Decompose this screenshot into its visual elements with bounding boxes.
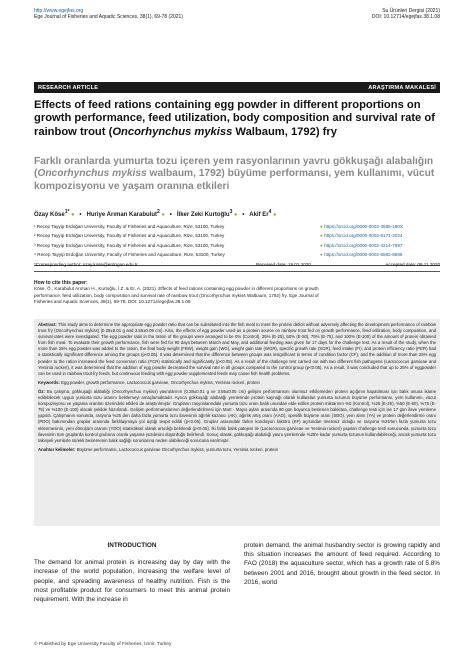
title-tr-post: walbaum, 1792) büyüme performansı, yem kullanımı, vücut kompozisyonu ve yaşam oranına etkileri xyxy=(34,168,435,192)
keywords-text: Egg powder, growth performance, Lactococcus garvieae, Oncorhynchus mykiss, Yersinia ruckeri, protein xyxy=(59,379,260,385)
journal-url-link[interactable]: http://www.egejfas.org xyxy=(34,8,84,14)
anahtar-text: Büyüme performansı, Lactococcus garvieae Oncorhynchus mykiss, yumurta tozu, Yersinia ruckeri, protein xyxy=(75,446,279,452)
title-turkish xyxy=(34,156,440,193)
abstract-tr xyxy=(38,389,436,444)
author-sup: 3 xyxy=(229,209,233,215)
affiliation-item: ¹ Recep Tayyip Erdoğan University, Faculty of Fisheries and Aquaculture, Rize, 53100, Turkey xyxy=(34,224,225,229)
corresponding-author[interactable]: *Corresponding author: ozay.kose@erdogan.edu.tr xyxy=(34,262,138,267)
divider xyxy=(34,271,440,272)
article-type-tr: ARAŞTIRMA MAKALESİ xyxy=(368,84,436,91)
intro-text-right: protein demand, the animal husbandry sector is growing rapidly and this situation increases the amount of feed required. According to FAO (2018) the aquaculture sector, which has a growth rate of 5.8% between 2001 and 2016, brought about growth in the feed sector. In 2016, world xyxy=(244,542,440,586)
affiliations xyxy=(34,222,304,260)
author-sup: 4 xyxy=(268,209,272,215)
correspondence-line xyxy=(34,262,440,266)
anahtar-label: Anahtar kelimeler: xyxy=(38,446,76,452)
column-left xyxy=(34,541,230,604)
orcid-icon: ● xyxy=(320,233,323,239)
author-name: Huriye Arıman Karabulut xyxy=(86,212,157,218)
cite-text: Köse, Ö., Karabulut Arıman H., Kurtoğlu, İ.Z. & Er, A. (2021). Effects of feed rations containing egg powder in different proportions on growth performance, feed utilization, body composition and survival rate of rainbow trout (Oncorhynchus mykiss Walbaum, 1792) fry. Ege Journal of Fisheries and Aquatic Sciences, 38(1), 69-78. DOI: 10.12714/egejfas.38.1.08 xyxy=(34,286,319,305)
title-english xyxy=(34,99,440,139)
journal-citation: Ege Journal of Fisheries and Aquatic Sciences, 38(1), 69-78 (2021) xyxy=(34,14,183,21)
oz-text: Bu çalışma, gökkuşağı alabalığı (Oncorhynchus mykiss) yavrularının (0.38±0.01 g ve 3.55±0.05 cm) gelişim performansını olumsuz etkilemeden protein açığının kapatılması için balık ununa ikame edilebilecek uygun yumurta tozu oranını belirlemeyi amaçlamaktadır. Ayrıca gökkuşağı alabalığı yemlerinde protein kaynağı olarak kullanılan yumurta tozunun büyüme performansı, yem kullanımı, vücut kompozisyonu ve yaşama oranları üzerindeki etkileri de araştırılmıştır. Grupların rasyonlarındaki yumurta tozu oranı balık unundan elde edilen protein miktarının %0 (Kontrol), %25 (E-25), %50 (E-50), %75 (E-75) ve %100 (E-100) olacak şekilde hazırlandı. Gelişim performanslarının değerlendirilmesi için Mart - Mayıs ayları arasında 90 gün boyunca beslenen balıklara, challenge testi için ise 17 gün ilave yemleme yapıldı. Çalışmanın sonunda, rasyona %25 den daha fazla yumurta tozu ilavesinin ağırlık kazancı (AK), ağırlık artış oranı (AAO), spesifik büyüme oranı (SBO), yem alımı (YA) ve protein değerlendirme oranı (PDO) bakımından gruplar arasında farklılaşmaya yol açtığı tespit edildi (p<0.05). Gruplar arasındaki farkın kondisyon faktörü (KF) açısından önemsiz olduğu ve rasyona %25'ten fazla yumurta tozu eklenmesinin, yem dönüşüm oranını (YDO) istatistiksel olarak artırdığı belirlendi (p<0.05). İki farklı balık patojeni ile (Lactococcus garvieae ve Yersinia ruckeri) yapılan challenge testi sonucunda, yumurta tozu ilavesinin tüm gruplarda kontrol grubuna oranla yaşama yüzdesini düşürdüğü belirlendi. Sonuç olarak, gökkuşağı alabalığı yavru yemlerinde %25'e kadar yumurta tozunun kullanılabileceği, ancak yumurta tozu takviyeli yemlerle sürekli beslemenin balık sağlığı sorunlarına neden olabileceği sonucuna varılmıştır. xyxy=(38,388,436,443)
keywords-label: Keywords: xyxy=(38,379,60,385)
author-sup: 2 xyxy=(157,209,160,215)
doi-link[interactable]: DOI: 10.12714/egejfas.38.1.08 xyxy=(371,14,440,21)
orcid-icon[interactable]: ● xyxy=(161,212,165,218)
keywords-tr xyxy=(38,447,436,453)
author-list: Özay Köse$^{1*}$ ● • Huriye Arıman Karabulut$^2$ ● • İlker Zeki Kurtoğlu$^3$ ● • Akif Er$^4$ ● xyxy=(34,209,277,218)
title-tr-pre: Farklı oranlarda yumurta tozu içeren yem rasyonlarının yavru gökkuşağı alabalığın ( xyxy=(34,156,434,180)
title-en-pre: Effects of feed rations containing egg powder in different proportions on growth performance, feed utilization, body composition and survival rate of rainbow trout ( xyxy=(34,99,435,138)
abstract-label: Abstract: xyxy=(38,322,57,327)
orcid-icon[interactable]: ● xyxy=(273,212,277,218)
affiliation-item: ² Recep Tayyip Erdoğan University, Faculty of Fisheries and Aquaculture, Rize, 53100, Turkey xyxy=(34,233,225,239)
title-en-post: Walbaum, 1792) fry xyxy=(232,125,337,138)
orcid-link[interactable]: https://orcid.org/0000-0002-4214-7997 xyxy=(324,242,403,248)
orcid-icon[interactable]: ● xyxy=(234,212,238,218)
journal-header xyxy=(34,8,440,36)
abstract-box xyxy=(34,319,440,526)
column-right xyxy=(244,541,440,587)
abstract-text: This study aims to determine the appropriate egg powder ratio that can be substituted into the fish meal to meet the protein deficit without adversely affecting the development performance of rainbow trout fry (Oncorhynchus mykiss) (0.38±0.01 g and 3.55±0.05 cm). Also, the effects of egg powder used as a protein source on rainbow trout fed on growth performance, feed utilization, body composition, and survival rates were investigated. The egg powder ratio in the ration of the groups were arranged to be 0% (Control), 25% (E-25), 50% (E-50), 75% (E-75), and 100% (E-100) of the amount of protein obtained from fish meal. To evaluate their growth performance, fish were fed for 90 days between March and May, and additional feeding was given for 17 days for the challenge test. As a result of the study, when the more than 25% egg powder was added to the ration, the final body weight (FBW), weight gain (WG), weight gain rate (WGR), specific growth rate (SGR), feed intake (FI), and protein efficiency ratio (PER) had a statistically significant difference among the groups (p<0.05). It was determined that the difference between groups was insignificant in terms of condition factor (CF), and the addition of more than 25% egg powder to the ration increased the feed conversion ratio (FCR) statistically and significantly (p<0.05). As a result of the challenge test carried out with two different fish pathogens (Lactococcus garvieae and Yersinia ruckeri), it was determined that the addition of egg powder decreased the survival rate in all groups compared to the control group (p<0.05). As a result, it was concluded that up to 25% of eggpowder can be used in rainbow trout fry feeds, but continuous feeding with egg powder supplemented feeds may cause fish health problems. xyxy=(38,322,436,376)
article-type-bar xyxy=(34,82,440,93)
orcid-icon[interactable]: ● xyxy=(71,212,75,218)
affiliation-item: ³ Recep Tayyip Erdoğan University, Faculty of Fisheries and Aquaculture, Rize, 53100, Turkey xyxy=(34,242,225,248)
author-name: İlker Zeki Kurtoğlu xyxy=(176,212,230,218)
orcid-link[interactable]: https://orcid.org/0000-0002-5582-8596 xyxy=(324,252,403,258)
accepted-date: Accepted date: 09.11.2020 xyxy=(385,262,440,267)
footer-publisher: © Published by Ege University Faculty of Fisheries, İzmir, Turkey xyxy=(34,642,172,647)
article-type-en: RESEARCH ARTICLE xyxy=(38,84,99,91)
section-heading: INTRODUCTION xyxy=(107,542,157,549)
orcid-link[interactable]: https://orcid.org/0000-0002-3585-180X xyxy=(324,224,403,229)
affiliation-item: ⁴ Recep Tayyip Erdoğan University, Faculty of Fisheries and Aquaculture, Rize, 53100, Turkey xyxy=(34,252,225,258)
how-to-cite xyxy=(34,280,334,306)
intro-text-left: The demand for animal protein is increasing day by day with the increase of the world population, increasing the welfare level of people, and spreading awareness of healthy nutrition. Fish is the most profitable product for consumers to meet this animal protein requirement. With the increase in xyxy=(34,559,230,604)
abstract-en xyxy=(38,322,436,377)
title-tr-species: Oncorhynchus mykiss xyxy=(37,168,147,180)
keywords-en xyxy=(38,380,436,386)
orcid-icon: ● xyxy=(320,242,323,248)
author-name: Akif Er xyxy=(249,212,269,218)
received-date: Received date: 19.02.2020 xyxy=(256,262,311,267)
orcid-icon: ● xyxy=(320,224,323,229)
cite-heading: How to cite this paper: xyxy=(34,280,88,286)
journal-info-tr xyxy=(372,8,440,21)
orcid-link[interactable]: https://orcid.org/0000-0002-9171-2024 xyxy=(324,233,403,239)
oz-label: Öz: xyxy=(38,388,45,394)
journal-name-tr: Su Ürünleri Dergisi (2021) xyxy=(382,8,440,14)
title-en-species: Oncorhynchus mykiss xyxy=(112,125,233,138)
orcid-icon: ● xyxy=(320,252,323,258)
journal-info xyxy=(34,8,183,21)
orcid-links xyxy=(320,222,450,260)
author-name: Özay Köse xyxy=(34,212,65,218)
author-sup: 1* xyxy=(64,209,70,215)
